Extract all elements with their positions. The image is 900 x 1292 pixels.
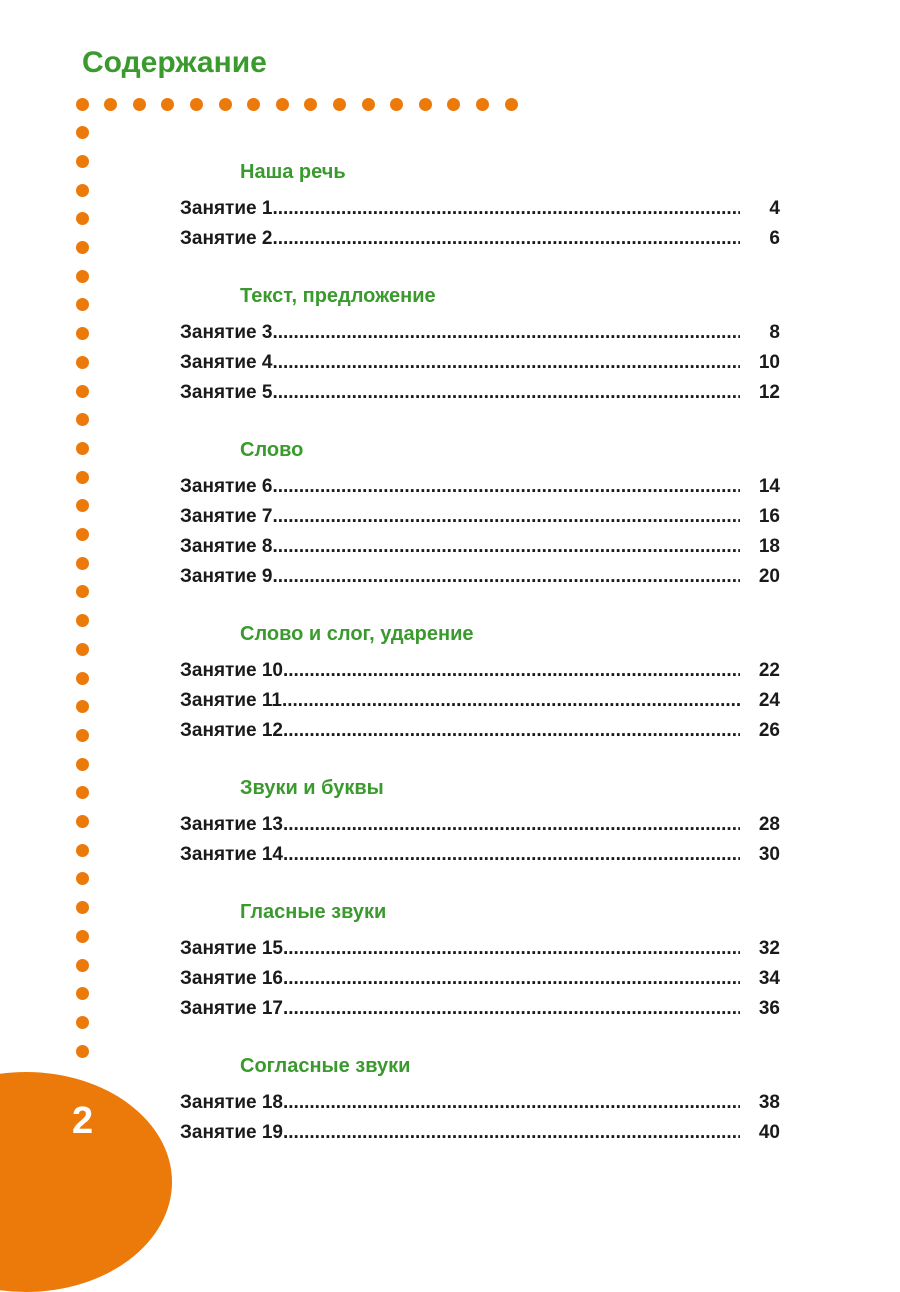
- toc-section: [180, 280, 780, 408]
- entry-page-number: 34: [758, 968, 780, 989]
- border-dot: [76, 930, 89, 943]
- section-heading: Звуки и буквы: [240, 777, 384, 799]
- border-dot: [76, 585, 89, 598]
- entry-label: Занятие 19: [180, 1122, 283, 1143]
- entry-page-number: 8: [769, 322, 780, 343]
- entry-page-number: 20: [758, 566, 780, 587]
- border-dot: [76, 700, 89, 713]
- entry-page-number: 28: [758, 814, 780, 835]
- table-of-contents: [180, 156, 780, 1174]
- border-dot: [76, 729, 89, 742]
- dot-leader: [283, 994, 740, 1024]
- entry-page-number: 36: [758, 998, 780, 1019]
- toc-entry[interactable]: [180, 562, 780, 592]
- entry-label: Занятие 10: [180, 660, 283, 681]
- border-dot: [76, 614, 89, 627]
- section-heading: Согласные звуки: [240, 1055, 411, 1077]
- border-dot: [76, 672, 89, 685]
- entry-label: Занятие 13: [180, 814, 283, 835]
- dot-leader: [272, 472, 740, 502]
- border-dot: [219, 98, 232, 111]
- border-dot: [390, 98, 403, 111]
- entry-label: Занятие 1: [180, 198, 273, 219]
- toc-entry[interactable]: [180, 194, 780, 224]
- border-dot: [76, 471, 89, 484]
- border-dot: [76, 815, 89, 828]
- entry-label: Занятие 9: [180, 566, 273, 587]
- entry-page-number: 4: [769, 198, 780, 219]
- toc-entry[interactable]: [180, 686, 780, 716]
- border-dot: [76, 298, 89, 311]
- toc-entry[interactable]: [180, 810, 780, 840]
- border-dot: [333, 98, 346, 111]
- border-dot: [76, 872, 89, 885]
- border-dot: [76, 385, 89, 398]
- border-dot: [104, 98, 117, 111]
- border-dot: [76, 844, 89, 857]
- border-dot: [76, 643, 89, 656]
- border-dot: [362, 98, 375, 111]
- border-dot: [76, 1045, 89, 1058]
- toc-entry[interactable]: [180, 656, 780, 686]
- border-dot: [76, 241, 89, 254]
- entry-page-number: 32: [758, 938, 780, 959]
- toc-section: [180, 618, 780, 746]
- dot-leader: [272, 502, 740, 532]
- border-dot: [76, 184, 89, 197]
- toc-entry[interactable]: [180, 1118, 780, 1148]
- entry-label: Занятие 4: [180, 352, 273, 373]
- border-dot: [76, 557, 89, 570]
- dot-leader: [272, 562, 740, 592]
- dot-leader: [272, 224, 740, 254]
- border-dot: [476, 98, 489, 111]
- border-dot: [76, 1016, 89, 1029]
- entry-page-number: 22: [758, 660, 780, 681]
- toc-section: [180, 434, 780, 592]
- entry-page-number: 18: [758, 536, 780, 557]
- border-dot: [76, 901, 89, 914]
- border-dot: [76, 155, 89, 168]
- border-dot: [447, 98, 460, 111]
- entry-page-number: 38: [758, 1092, 780, 1113]
- toc-section: [180, 896, 780, 1024]
- entry-page-number: 12: [758, 382, 780, 403]
- border-dot: [76, 413, 89, 426]
- dot-leader: [272, 348, 740, 378]
- entry-page-number: 30: [758, 844, 780, 865]
- border-dot: [76, 98, 89, 111]
- toc-entry[interactable]: [180, 994, 780, 1024]
- entry-label: Занятие 7: [180, 506, 273, 527]
- toc-entry[interactable]: [180, 472, 780, 502]
- toc-entry[interactable]: [180, 378, 780, 408]
- toc-entry[interactable]: [180, 716, 780, 746]
- toc-section: [180, 1050, 780, 1148]
- entry-page-number: 10: [758, 352, 780, 373]
- entry-label: Занятие 15: [180, 938, 283, 959]
- border-dot: [247, 98, 260, 111]
- dot-leader: [283, 656, 740, 686]
- entry-page-number: 40: [758, 1122, 780, 1143]
- entry-label: Занятие 16: [180, 968, 283, 989]
- entry-page-number: 26: [758, 720, 780, 741]
- section-heading: Наша речь: [240, 161, 346, 183]
- dot-leader: [283, 840, 740, 870]
- entry-label: Занятие 2: [180, 228, 273, 249]
- toc-entry[interactable]: [180, 1088, 780, 1118]
- border-dot: [76, 987, 89, 1000]
- border-dot: [76, 786, 89, 799]
- border-dot: [76, 528, 89, 541]
- toc-entry[interactable]: [180, 224, 780, 254]
- dot-leader: [283, 964, 740, 994]
- border-dot: [304, 98, 317, 111]
- entry-label: Занятие 8: [180, 536, 273, 557]
- toc-entry[interactable]: [180, 502, 780, 532]
- toc-entry[interactable]: [180, 318, 780, 348]
- entry-label: Занятие 6: [180, 476, 273, 497]
- section-heading: Гласные звуки: [240, 901, 387, 923]
- dot-leader: [283, 1088, 740, 1118]
- entry-label: Занятие 17: [180, 998, 283, 1019]
- border-dot: [76, 270, 89, 283]
- page-title: Содержание: [82, 46, 267, 79]
- entry-label: Занятие 5: [180, 382, 273, 403]
- toc-section: [180, 772, 780, 870]
- border-dot: [76, 499, 89, 512]
- entry-label: Занятие 3: [180, 322, 273, 343]
- border-dot: [76, 959, 89, 972]
- border-dot: [133, 98, 146, 111]
- border-dot: [76, 442, 89, 455]
- entry-label: Занятие 12: [180, 720, 283, 741]
- border-dot: [419, 98, 432, 111]
- entry-label: Занятие 11: [180, 690, 282, 711]
- dot-leader: [272, 378, 740, 408]
- toc-entry[interactable]: [180, 934, 780, 964]
- border-dot: [276, 98, 289, 111]
- dot-leader: [282, 686, 740, 716]
- border-dot: [76, 758, 89, 771]
- entry-page-number: 6: [769, 228, 780, 249]
- border-dot: [76, 126, 89, 139]
- toc-entry[interactable]: [180, 532, 780, 562]
- entry-label: Занятие 14: [180, 844, 283, 865]
- border-dot: [76, 356, 89, 369]
- dot-leader: [283, 1118, 740, 1148]
- entry-label: Занятие 18: [180, 1092, 283, 1113]
- dot-leader: [283, 810, 740, 840]
- border-dot: [161, 98, 174, 111]
- entry-page-number: 14: [758, 476, 780, 497]
- dot-leader: [283, 934, 740, 964]
- dot-leader: [283, 716, 740, 746]
- dot-leader: [272, 532, 740, 562]
- page-number: 2: [72, 1100, 94, 1142]
- toc-entry[interactable]: [180, 964, 780, 994]
- entry-page-number: 16: [758, 506, 780, 527]
- section-heading: Слово: [240, 439, 304, 461]
- entry-page-number: 24: [758, 690, 780, 711]
- dot-leader: [272, 318, 740, 348]
- section-heading: Текст, предложение: [240, 285, 436, 307]
- toc-section: [180, 156, 780, 254]
- toc-entry[interactable]: [180, 840, 780, 870]
- dot-leader: [272, 194, 740, 224]
- border-dot: [505, 98, 518, 111]
- border-dot: [190, 98, 203, 111]
- section-heading: Слово и слог, ударение: [240, 623, 474, 645]
- toc-entry[interactable]: [180, 348, 780, 378]
- border-dot: [76, 327, 89, 340]
- border-dot: [76, 212, 89, 225]
